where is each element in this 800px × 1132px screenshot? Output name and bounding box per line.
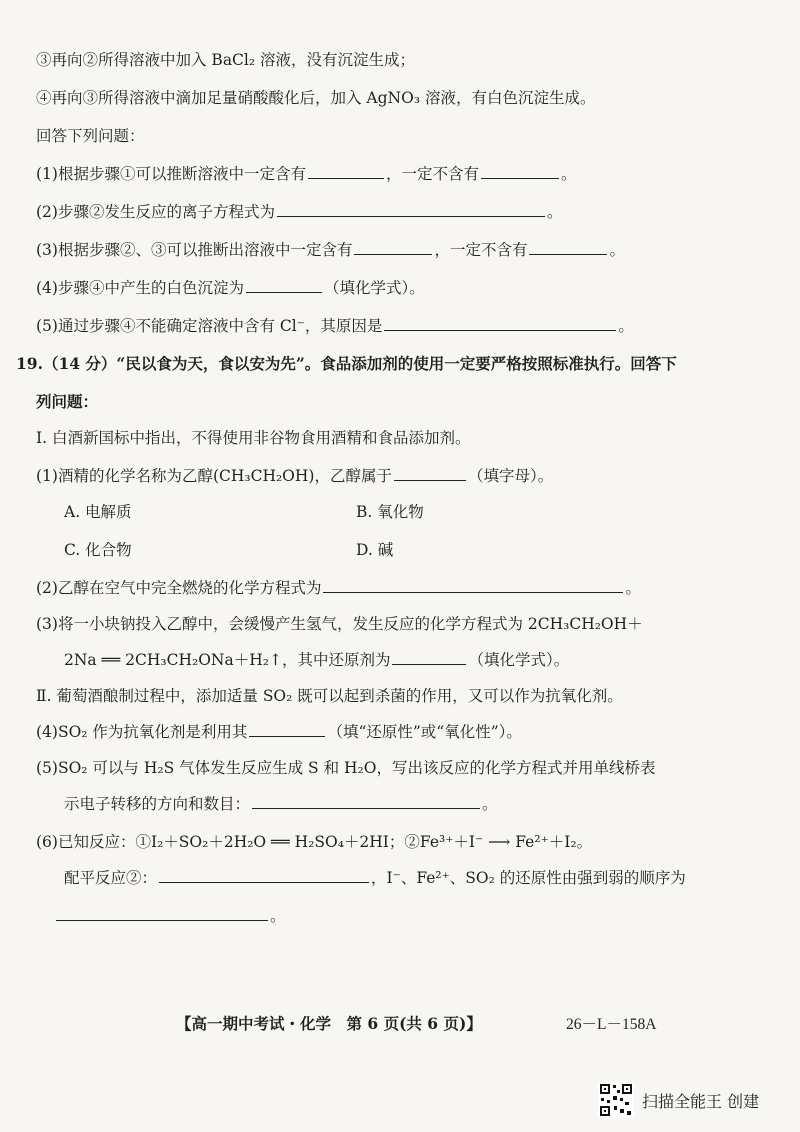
sub-question-3: (3)将一小块钠投入乙醇中，会缓慢产生氢气，发生反应的化学方程式为 2CH₃CH₂OH＋: [36, 615, 643, 633]
question-3: [36, 238, 625, 260]
sub-question-4-text-b: （填“还原性”或“氧化性”）。: [327, 723, 522, 741]
question-1-text: (1)根据步骤①可以推断溶液中一定含有: [36, 165, 306, 183]
answer-blank[interactable]: [394, 465, 466, 481]
question-2-text: (2)步骤②发生反应的离子方程式为: [36, 203, 275, 221]
sub-question-6-final: [54, 904, 286, 926]
sub-question-6-text-b: 配平反应②：: [64, 869, 158, 887]
sub-question-6-cont: [64, 866, 686, 888]
option-b: B. 氧化物: [356, 503, 424, 521]
answer-blank[interactable]: [354, 239, 432, 255]
answer-blank[interactable]: [277, 201, 545, 217]
question-5: [36, 314, 634, 336]
scanner-watermark: [598, 1082, 759, 1118]
sub-question-3-cont: [64, 648, 569, 670]
punctuation: 。: [546, 203, 563, 221]
part-2-intro: Ⅱ. 葡萄酒酿制过程中，添加适量 SO₂ 既可以起到杀菌的作用，又可以作为抗氧化剂。: [36, 687, 623, 705]
sub-question-4-text: (4)SO₂ 作为抗氧化剂是利用其: [36, 723, 248, 741]
punctuation: 。: [482, 795, 498, 813]
answer-blank[interactable]: [249, 721, 325, 737]
answer-blank[interactable]: [252, 793, 480, 809]
answer-blank[interactable]: [308, 163, 384, 179]
question-2: [36, 200, 562, 222]
punctuation: 。: [609, 241, 625, 259]
option-c: C. 化合物: [64, 541, 132, 559]
answer-blank[interactable]: [56, 905, 268, 921]
page-footer-code: 26－L－158A: [566, 1016, 657, 1033]
sub-question-6: (6)已知反应：①I₂＋SO₂＋2H₂O ══ H₂SO₄＋2HI；②Fe³⁺＋I⁻ ⟶ Fe²⁺＋I₂。: [36, 833, 593, 851]
part-1-intro: Ⅰ. 白酒新国标中指出，不得使用非谷物食用酒精和食品添加剂。: [36, 429, 471, 447]
option-d: D. 碱: [356, 541, 394, 559]
sub-question-3-text-c: （填化学式）。: [468, 651, 570, 669]
sub-question-1-text-b: （填字母）。: [467, 467, 554, 485]
scanner-label: 扫描全能王 创建: [642, 1091, 760, 1111]
sub-question-1-text: (1)酒精的化学名称为乙醇(CH₃CH₂OH)，乙醇属于: [36, 467, 392, 485]
question-4-text: (4)步骤④中产生的白色沉淀为: [36, 279, 244, 297]
question-1-text-b: ，一定不含有: [385, 165, 479, 183]
sub-question-6-text-c: ，I⁻、Fe²⁺、SO₂ 的还原性由强到弱的顺序为: [371, 869, 686, 887]
sub-question-2-text: (2)乙醇在空气中完全燃烧的化学方程式为: [36, 579, 322, 597]
page-footer-title: 【高一期中考试・化学 第 6 页(共 6 页)】: [176, 1014, 482, 1033]
punctuation: 。: [618, 317, 634, 335]
punctuation: 。: [560, 165, 577, 183]
qr-code-icon: [598, 1082, 634, 1118]
sub-question-4: [36, 720, 522, 742]
sub-question-5-text-b: 示电子转移的方向和数目：: [64, 795, 251, 813]
question-19-heading: 19.（14 分）“民以食为天，食以安为先”。食品添加剂的使用一定要严格按照标准执行。回答下: [16, 354, 677, 373]
step-4-text: ④再向③所得溶液中滴加足量硝酸酸化后，加入 AgNO₃ 溶液，有白色沉淀生成。: [36, 89, 596, 107]
punctuation: 。: [625, 579, 641, 597]
question-4: [36, 276, 425, 298]
answer-blank[interactable]: [159, 867, 369, 883]
sub-question-2: [36, 576, 641, 598]
question-1: [36, 162, 577, 184]
step-3-text: ③再向②所得溶液中加入 BaCl₂ 溶液，没有沉淀生成；: [36, 51, 416, 69]
answer-blank[interactable]: [246, 277, 322, 293]
answer-blank[interactable]: [529, 239, 607, 255]
sub-question-5: (5)SO₂ 可以与 H₂S 气体发生反应生成 S 和 H₂O，写出该反应的化学方程式并用单线桥表: [36, 759, 656, 777]
question-3-text: (3)根据步骤②、③可以推断出溶液中一定含有: [36, 241, 353, 259]
answer-blank[interactable]: [323, 577, 623, 593]
question-4-text-b: （填化学式）。: [323, 279, 425, 297]
answer-blank[interactable]: [481, 163, 559, 179]
sub-question-1: [36, 464, 553, 486]
option-a: A. 电解质: [64, 503, 132, 521]
answer-prompt: 回答下列问题：: [36, 127, 145, 145]
question-5-text: (5)通过步骤④不能确定溶液中含有 Cl⁻，其原因是: [36, 317, 383, 335]
question-19-heading-cont: 列问题：: [36, 392, 99, 411]
question-3-text-b: ，一定不含有: [434, 241, 528, 259]
punctuation: 。: [270, 907, 286, 925]
sub-question-5-cont: [64, 792, 498, 814]
sub-question-3-text-b: 2Na ══ 2CH₃CH₂ONa＋H₂↑，其中还原剂为: [64, 651, 391, 669]
answer-blank[interactable]: [392, 649, 466, 665]
answer-blank[interactable]: [384, 315, 616, 331]
